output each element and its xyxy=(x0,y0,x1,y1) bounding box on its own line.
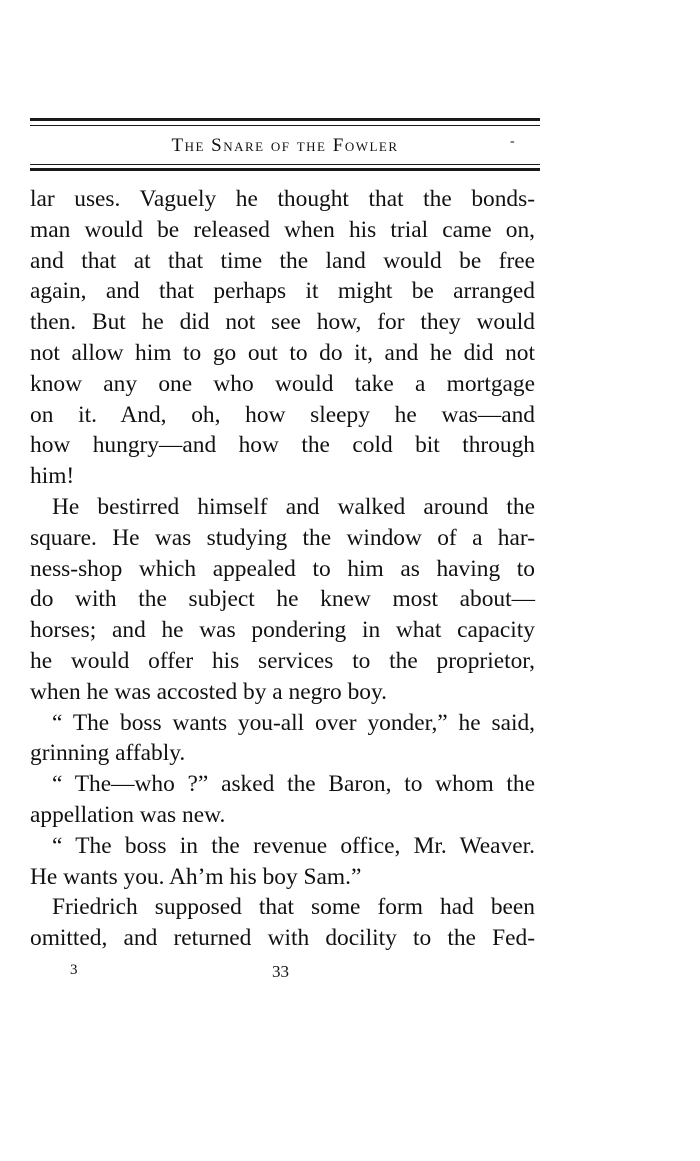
text-line: He wants you. Ah’m his boy Sam.” xyxy=(30,863,362,890)
text-line: him! xyxy=(30,463,75,490)
text-line: horses; and he was pondering in what capacity xyxy=(30,617,535,644)
text-line: grinning affably. xyxy=(30,740,186,767)
text-line: not allow him to go out to do it, and he did not xyxy=(30,339,535,366)
text-line: ness-shop which appealed to him as having to xyxy=(30,555,535,582)
paragraph xyxy=(30,831,535,893)
paragraph xyxy=(30,184,535,492)
text-line: “ The boss wants you-all over yonder,” he said, xyxy=(52,709,535,736)
text-line: Friedrich supposed that some form had been xyxy=(52,894,535,921)
text-line: how hungry—and how the cold bit through xyxy=(30,432,535,459)
paragraph xyxy=(30,892,535,954)
text-line: when he was accosted by a negro boy. xyxy=(30,678,388,705)
header-rule-thin xyxy=(30,164,540,165)
text-line: on it. And, oh, how sleepy he was—and xyxy=(30,401,535,428)
text-line: He bestirred himself and walked around the xyxy=(52,493,535,520)
text-line: “ The—who ?” asked the Baron, to whom the xyxy=(52,771,535,798)
running-header xyxy=(30,131,540,161)
text-line: square. He was studying the window of a har- xyxy=(30,524,535,551)
text-line: man would be released when his trial came on, xyxy=(30,216,535,243)
text-line: appellation was new. xyxy=(30,801,226,828)
paragraph xyxy=(30,769,535,831)
text-line: do with the subject he knew most about— xyxy=(30,586,535,613)
text-line: omitted, and returned with docility to the Fed- xyxy=(30,925,535,952)
paragraph xyxy=(30,492,535,708)
header-rule-thick xyxy=(30,168,540,171)
paragraph xyxy=(30,708,535,770)
text-line: he would offer his services to the proprietor, xyxy=(30,647,535,674)
top-rule-thin xyxy=(30,125,540,126)
text-line: again, and that perhaps it might be arranged xyxy=(30,278,535,305)
page-number: 33 xyxy=(272,962,289,981)
text-line: lar uses. Vaguely he thought that the bonds- xyxy=(30,186,535,212)
header-mark: ‐ xyxy=(510,134,515,149)
text-line: “ The boss in the revenue office, Mr. Weaver. xyxy=(52,832,535,859)
running-header-title: The Snare of the Fowler xyxy=(171,135,399,156)
signature-mark: 3 xyxy=(70,962,78,978)
body-text xyxy=(30,184,535,954)
text-line: know any one who would take a mortgage xyxy=(30,370,535,397)
top-rule-thick xyxy=(30,118,540,121)
text-line: and that at that time the land would be free xyxy=(30,247,535,274)
text-line: then. But he did not see how, for they would xyxy=(30,309,535,336)
